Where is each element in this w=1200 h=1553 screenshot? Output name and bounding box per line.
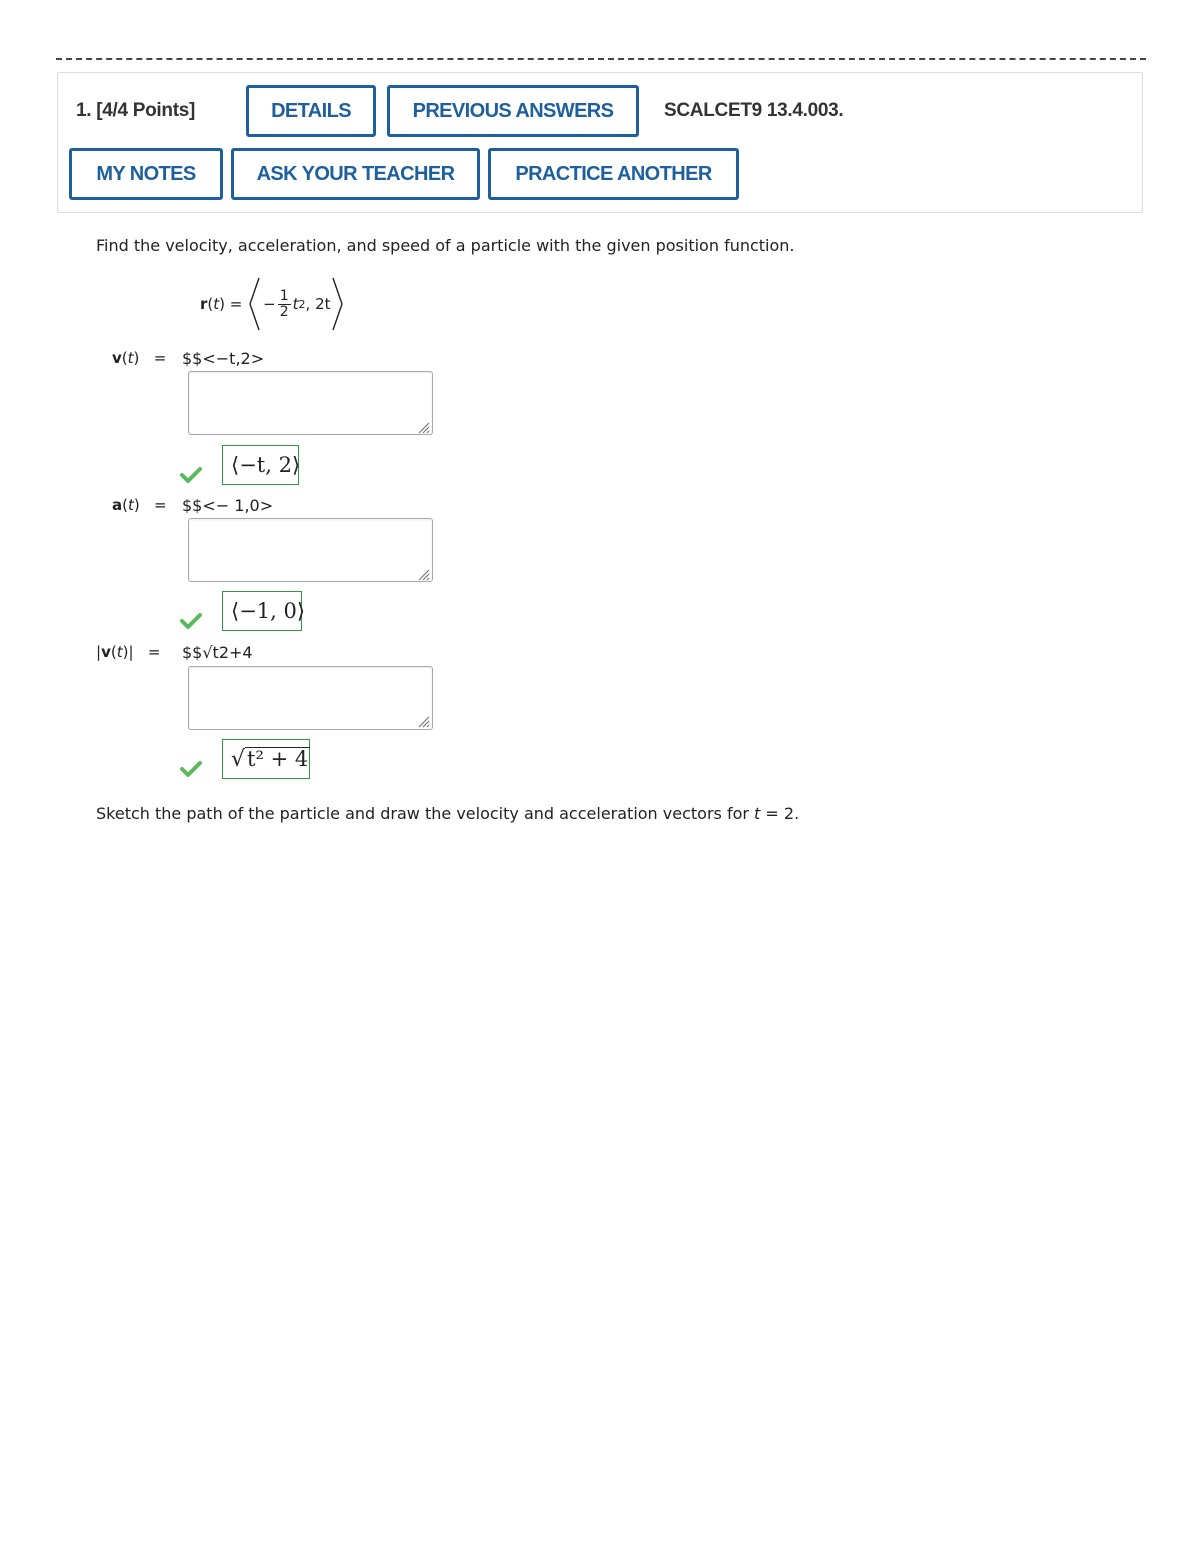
velocity-answer-input[interactable]	[188, 371, 433, 435]
right-angle-bracket	[331, 276, 345, 332]
sketch-instruction: Sketch the path of the particle and draw the velocity and acceleration vectors for t = 2.	[96, 804, 800, 823]
acceleration-label: a(t) =	[112, 496, 167, 514]
position-term1: t	[292, 295, 299, 313]
position-var: t	[213, 295, 220, 313]
position-exponent: 2	[298, 297, 306, 311]
acceleration-answer-input[interactable]	[188, 518, 433, 582]
fraction-denominator: 2	[279, 303, 289, 320]
top-dashed-divider	[56, 58, 1146, 60]
fraction-numerator: 1	[279, 287, 289, 304]
sqrt-icon: √	[231, 747, 246, 773]
velocity-correct-answer: ⟨−t, 2⟩	[222, 445, 299, 485]
speed-raw-answer: $$√t2+4	[182, 643, 253, 662]
question-points: [4/4 Points]	[96, 100, 196, 121]
check-icon	[180, 612, 202, 630]
acceleration-raw-answer: $$<− 1,0>	[182, 496, 274, 515]
resize-grip-icon[interactable]	[416, 567, 430, 581]
question-number: 1.	[76, 100, 92, 121]
problem-intro: Find the velocity, acceleration, and speed of a particle with the given position function.	[96, 236, 795, 255]
position-equals: =	[229, 295, 243, 313]
position-function: r ( t ) = − $\frac{1}{2}$ t 2 , 2t	[200, 276, 345, 332]
speed-correct-radicand: t² + 4	[247, 746, 309, 771]
check-icon	[180, 760, 202, 778]
ask-your-teacher-button[interactable]: ASK YOUR TEACHER	[231, 148, 480, 200]
check-icon	[180, 466, 202, 484]
details-button[interactable]: DETAILS	[246, 85, 376, 137]
position-separator: ,	[305, 295, 311, 313]
position-minus: −	[263, 295, 276, 313]
resize-grip-icon[interactable]	[416, 420, 430, 434]
question-number-points	[76, 100, 195, 122]
speed-correct-answer	[222, 739, 310, 779]
question-reference: SCALCET9 13.4.003.	[664, 100, 844, 121]
left-angle-bracket	[247, 276, 261, 332]
practice-another-button[interactable]: PRACTICE ANOTHER	[488, 148, 739, 200]
acceleration-correct-answer: ⟨−1, 0⟩	[222, 591, 302, 631]
position-lhs: r	[200, 295, 208, 313]
position-fraction	[278, 289, 291, 320]
velocity-raw-answer: $$<−t,2>	[182, 349, 265, 368]
my-notes-button[interactable]: MY NOTES	[69, 148, 223, 200]
resize-grip-icon[interactable]	[416, 714, 430, 728]
speed-label: |v(t)| =	[96, 643, 161, 661]
velocity-label: v(t) =	[112, 349, 167, 367]
position-term2: 2t	[315, 295, 331, 313]
previous-answers-button[interactable]: PREVIOUS ANSWERS	[387, 85, 639, 137]
speed-answer-input[interactable]	[188, 666, 433, 730]
